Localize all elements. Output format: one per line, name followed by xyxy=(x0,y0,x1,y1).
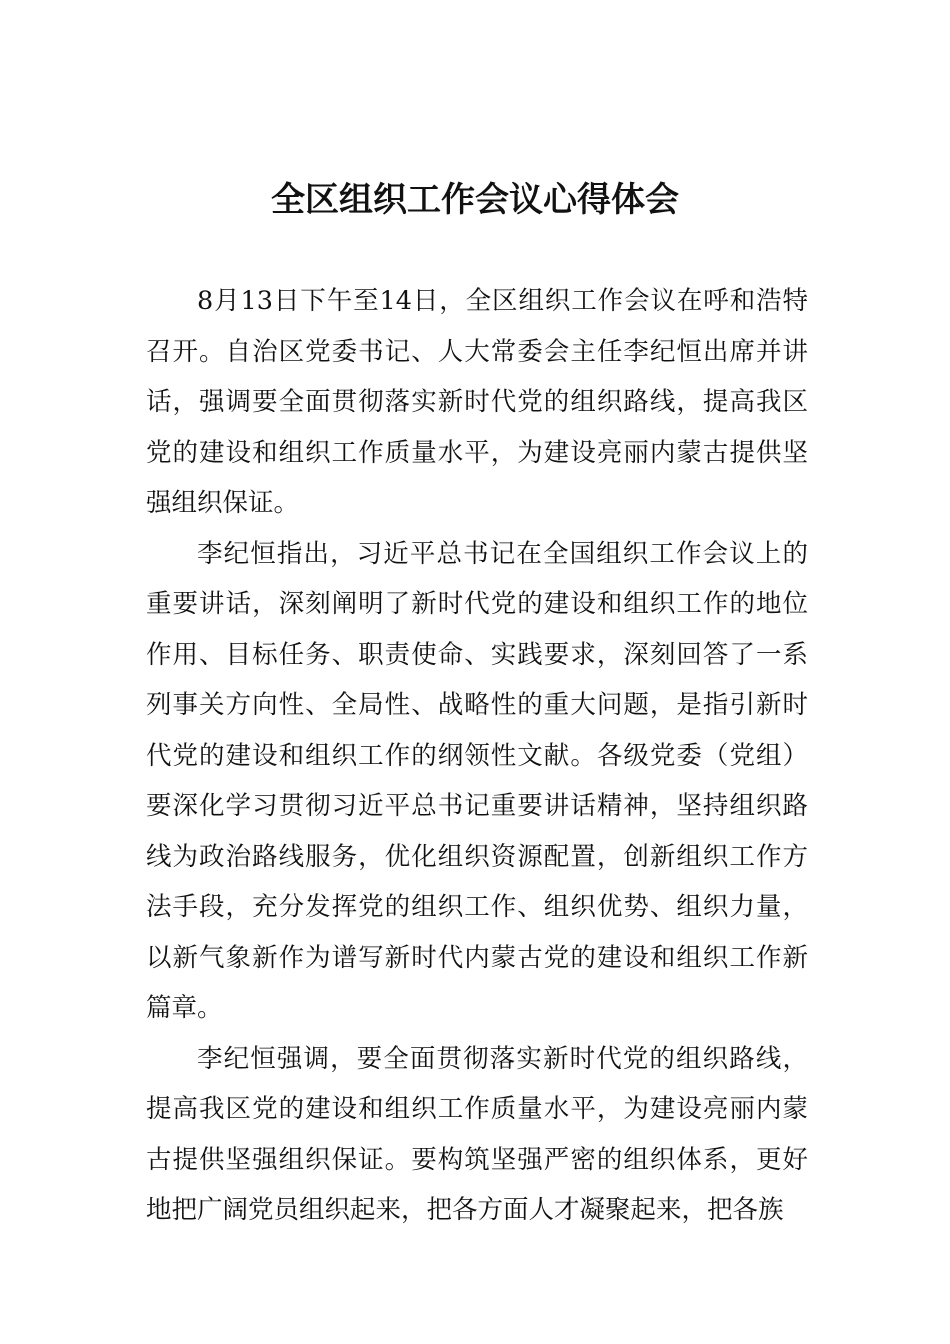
paragraph-2: 李纪恒指出，习近平总书记在全国组织工作会议上的重要讲话，深刻阐明了新时代党的建设和组织工作的地位作用、目标任务、职责使命、实践要求，深刻回答了一系列事关方向性、全局性、战略性的重大问题，是指引新时代党的建设和组织工作的纲领性文献。各级党委（党组）要深化学习贯彻习近平总书记重要讲话精神，坚持组织路线为政治路线服务，优化组织资源配置，创新组织工作方法手段，充分发挥党的组织工作、组织优势、组织力量，以新气象新作为谱写新时代内蒙古党的建设和组织工作新篇章。 xyxy=(146,538,808,1023)
document-title: 全区组织工作会议心得体会 xyxy=(271,180,679,220)
paragraph-1: 8月13日下午至14日，全区组织工作会议在呼和浩特召开。自治区党委书记、人大常委会主任李纪恒出席并讲话，强调要全面贯彻落实新时代党的组织路线，提高我区党的建设和组织工作质量水平，为建设亮丽内蒙古提供坚强组织保证。 xyxy=(146,286,808,518)
document-body xyxy=(146,276,808,1236)
paragraph-3: 李纪恒强调，要全面贯彻落实新时代党的组织路线，提高我区党的建设和组织工作质量水平，为建设亮丽内蒙古提供坚强组织保证。要构筑坚强严密的组织体系，更好地把广阔党员组织起来，把各方面人才凝聚起来，把各族 xyxy=(146,1043,808,1225)
